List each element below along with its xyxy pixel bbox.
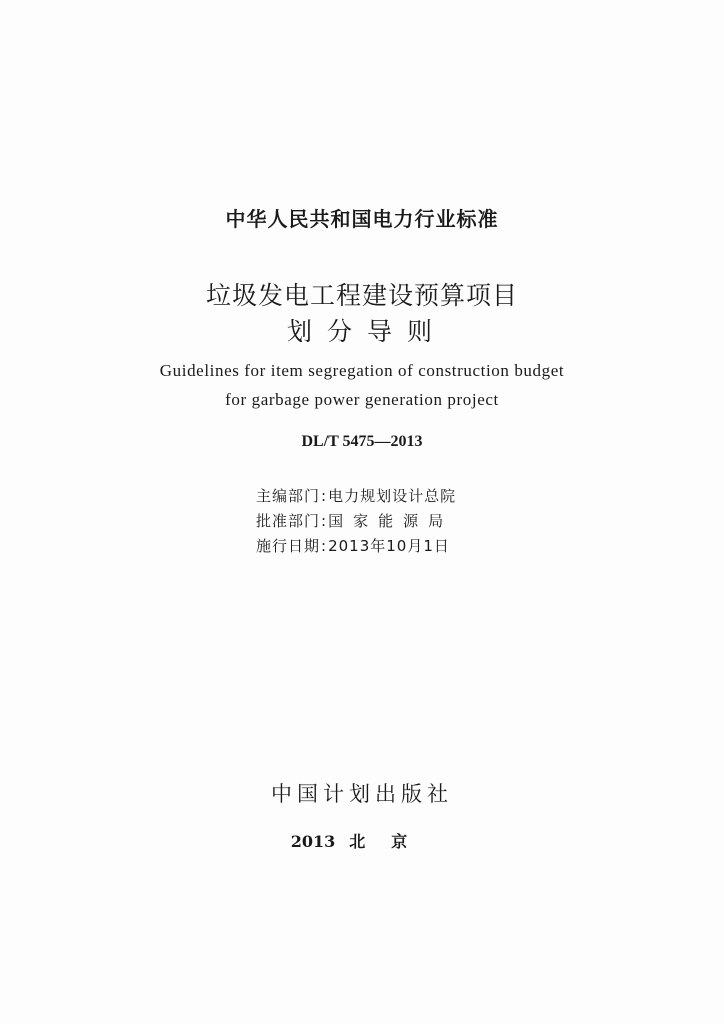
publisher-name: 中国计划出版社 (271, 782, 453, 806)
editor-value: 电力规划设计总院 (328, 487, 457, 505)
english-title-line-2: for garbage power generation project (225, 390, 499, 409)
english-title-line-1: Guidelines for item segregation of construction budget (159, 361, 565, 380)
publication-city: 北京 (349, 832, 434, 851)
editor-separator: : (321, 487, 328, 505)
editor-label: 主编部门 (256, 487, 321, 505)
standard-category: 中华人民共和国电力行业标准 (225, 207, 499, 231)
standard-info-block (256, 484, 456, 559)
editor-row (256, 484, 456, 509)
publication-year-city (0, 829, 724, 852)
date-separator: : (321, 537, 328, 555)
standard-number: DL/T 5475—2013 (301, 433, 423, 450)
document-title-line-2: 划分导则 (286, 317, 447, 346)
document-title-line-1: 垃圾发电工程建设预算项目 (205, 281, 518, 310)
approver-label: 批准部门 (256, 512, 321, 530)
approver-row (256, 509, 456, 534)
approver-value: 国家能源局 (328, 512, 454, 530)
date-value: 2013年10月1日 (328, 537, 450, 555)
date-row (256, 534, 456, 559)
publication-year: 2013 (290, 832, 336, 851)
date-label: 施行日期 (256, 537, 321, 555)
approver-separator: : (321, 512, 328, 530)
